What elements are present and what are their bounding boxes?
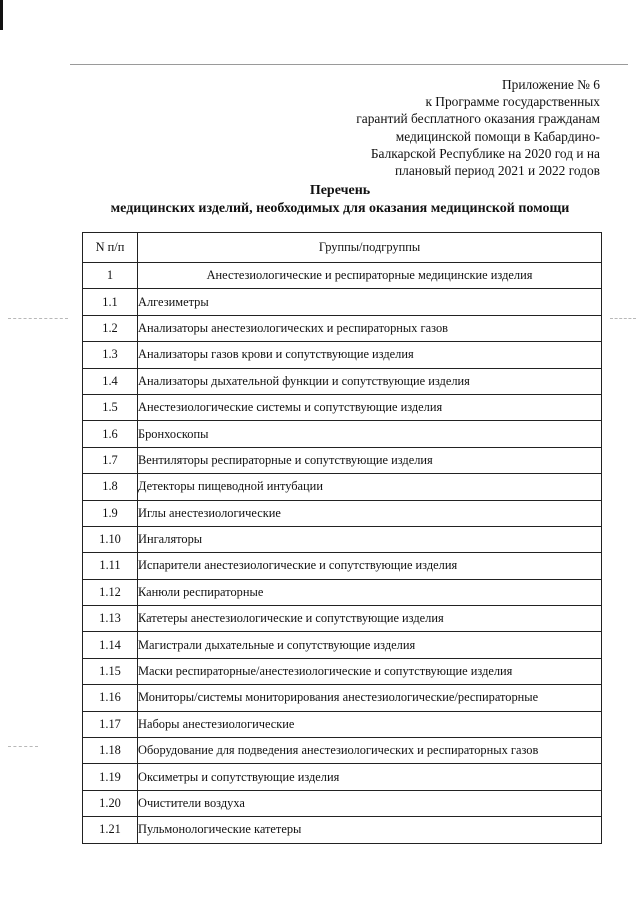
- row-number: 1.19: [83, 764, 138, 790]
- row-number: 1.3: [83, 342, 138, 368]
- table-row: [83, 553, 602, 579]
- row-group-name: Мониторы/системы мониторирования анестезиологические/респираторные: [138, 685, 602, 711]
- appendix-line: Приложение № 6: [501, 77, 600, 92]
- table-row: [83, 632, 602, 658]
- table-row: [83, 263, 602, 289]
- scan-dash-mark: [8, 746, 38, 747]
- appendix-line: к Программе государственных: [425, 94, 600, 110]
- table-row: [83, 474, 602, 500]
- table-row: [83, 579, 602, 605]
- top-divider: [70, 64, 628, 65]
- table-row: [83, 685, 602, 711]
- table-row: [83, 711, 602, 737]
- appendix-line: Балкарской Республике на 2020 год и на: [370, 145, 600, 161]
- row-number: 1.17: [83, 711, 138, 737]
- row-group-name: Иглы анестезиологические: [138, 500, 602, 526]
- table-row: [83, 447, 602, 473]
- row-number: 1.15: [83, 658, 138, 684]
- row-group-name: Испарители анестезиологические и сопутствующие изделия: [138, 553, 602, 579]
- row-number: 1.9: [83, 500, 138, 526]
- document-heading: [80, 182, 600, 218]
- row-number: 1.21: [83, 817, 138, 843]
- row-number: 1.2: [83, 315, 138, 341]
- appendix-note: [270, 76, 600, 179]
- row-group-name: Анестезиологические системы и сопутствующие изделия: [138, 394, 602, 420]
- table-row: [83, 526, 602, 552]
- table-row: [83, 606, 602, 632]
- row-group-name: Оксиметры и сопутствующие изделия: [138, 764, 602, 790]
- table-row: [83, 342, 602, 368]
- row-number: 1.6: [83, 421, 138, 447]
- row-number: 1.20: [83, 790, 138, 816]
- appendix-line: медицинской помощи в Кабардино-: [395, 128, 600, 144]
- row-number: 1.13: [83, 606, 138, 632]
- row-group-name: Анализаторы газов крови и сопутствующие изделия: [138, 342, 602, 368]
- table-row: [83, 790, 602, 816]
- row-group-name: Алгезиметры: [138, 289, 602, 315]
- row-number: 1.1: [83, 289, 138, 315]
- appendix-line: гарантий бесплатного оказания гражданам: [356, 111, 600, 127]
- table-row: [83, 421, 602, 447]
- row-group-name: Бронхоскопы: [138, 421, 602, 447]
- row-group-name: Анестезиологические и респираторные медицинские изделия: [138, 263, 602, 289]
- row-group-name: Магистрали дыхательные и сопутствующие изделия: [138, 632, 602, 658]
- table-row: [83, 289, 602, 315]
- row-group-name: Канюли респираторные: [138, 579, 602, 605]
- table-row: [83, 394, 602, 420]
- row-group-name: Катетеры анестезиологические и сопутствующие изделия: [138, 606, 602, 632]
- appendix-line: плановый период 2021 и 2022 годов: [395, 163, 600, 179]
- heading-title: Перечень: [309, 183, 371, 198]
- table-row: [83, 738, 602, 764]
- table-row: [83, 315, 602, 341]
- scan-dash-mark: [610, 318, 636, 319]
- row-group-name: Детекторы пищеводной интубации: [138, 474, 602, 500]
- row-group-name: Пульмонологические катетеры: [138, 817, 602, 843]
- table-header-row: [83, 233, 602, 263]
- table-row: [83, 764, 602, 790]
- row-number: 1.4: [83, 368, 138, 394]
- row-group-name: Очистители воздуха: [138, 790, 602, 816]
- row-group-name: Оборудование для подведения анестезиологических и респираторных газов: [138, 738, 602, 764]
- row-group-name: Маски респираторные/анестезиологические и сопутствующие изделия: [138, 658, 602, 684]
- row-group-name: Наборы анестезиологические: [138, 711, 602, 737]
- table-row: [83, 500, 602, 526]
- row-number: 1.8: [83, 474, 138, 500]
- scan-edge-mark: [0, 0, 3, 30]
- table-body: [83, 263, 602, 844]
- medical-devices-table: [82, 232, 602, 844]
- heading-subtitle: медицинских изделий, необходимых для оказания медицинской помощи: [110, 201, 570, 216]
- table-row: [83, 658, 602, 684]
- row-group-name: Анализаторы анестезиологических и респираторных газов: [138, 315, 602, 341]
- row-group-name: Анализаторы дыхательной функции и сопутствующие изделия: [138, 368, 602, 394]
- row-number: 1.16: [83, 685, 138, 711]
- header-number: N п/п: [83, 233, 138, 263]
- header-groups: Группы/подгруппы: [138, 233, 602, 263]
- scan-dash-mark: [8, 318, 68, 319]
- table-row: [83, 368, 602, 394]
- row-number: 1: [83, 263, 138, 289]
- row-number: 1.14: [83, 632, 138, 658]
- row-number: 1.12: [83, 579, 138, 605]
- row-group-name: Вентиляторы респираторные и сопутствующие изделия: [138, 447, 602, 473]
- row-number: 1.11: [83, 553, 138, 579]
- row-group-name: Ингаляторы: [138, 526, 602, 552]
- row-number: 1.18: [83, 738, 138, 764]
- table-row: [83, 817, 602, 843]
- row-number: 1.7: [83, 447, 138, 473]
- row-number: 1.10: [83, 526, 138, 552]
- row-number: 1.5: [83, 394, 138, 420]
